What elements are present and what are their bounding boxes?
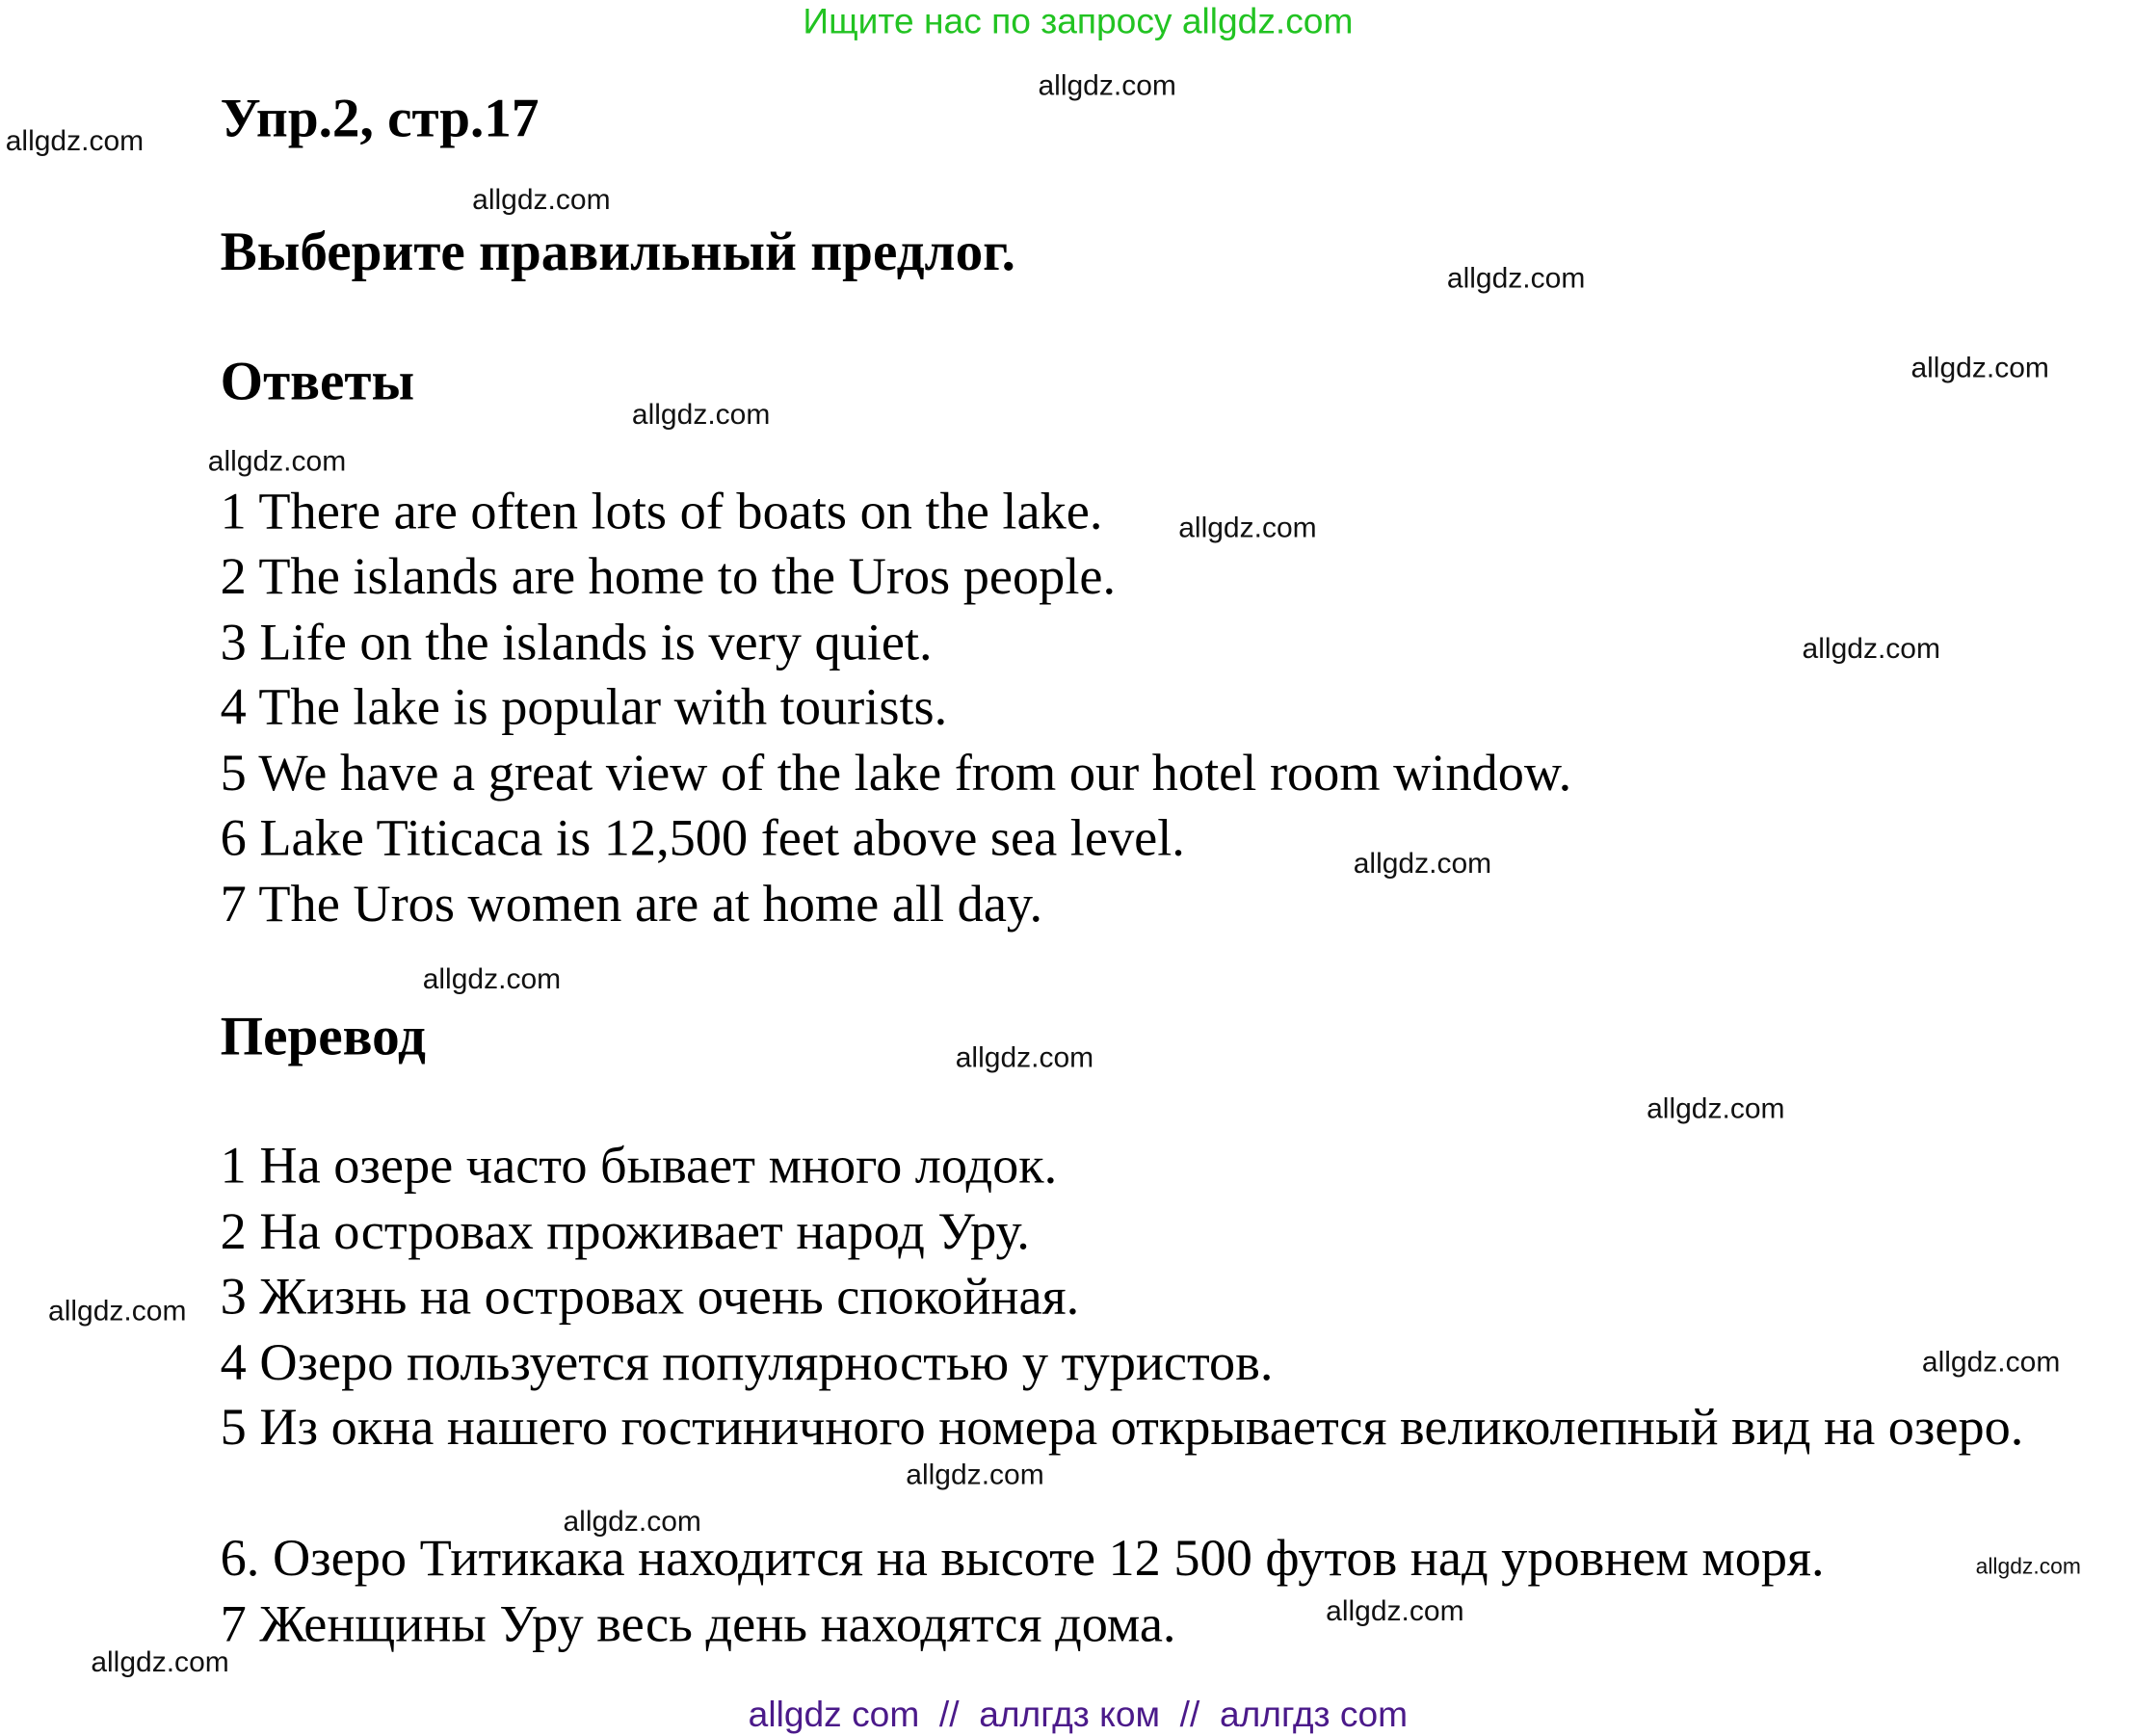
translation-line: 3 Жизнь на островах очень спокойная. <box>220 1268 1080 1327</box>
answer-line: 3 Life on the islands is very quiet. <box>220 614 933 672</box>
watermark: allgdz.com <box>1921 1346 2061 1379</box>
task-heading: Выберите правильный предлог. <box>220 220 1015 282</box>
watermark: allgdz.com <box>906 1459 1044 1491</box>
translation-line: 2 На островах проживает народ Уру. <box>220 1202 1030 1261</box>
translation-line: 4 Озеро пользуется популярностью у туристов. <box>220 1333 1274 1392</box>
footer-links: allgdz com // аллгдз ком // аллгдз com <box>748 1693 1409 1735</box>
translation-heading: Перевод <box>220 1005 426 1067</box>
watermark: allgdz.com <box>48 1295 187 1328</box>
answers-heading: Ответы <box>220 349 415 412</box>
watermark: allgdz.com <box>1647 1092 1785 1125</box>
watermark: allgdz.com <box>1802 633 1941 666</box>
answer-line: 1 There are often lots of boats on the lake. <box>220 483 1103 541</box>
watermark: allgdz.com <box>422 963 562 996</box>
watermark: allgdz.com <box>955 1041 1094 1074</box>
answer-line: 7 The Uros women are at home all day. <box>220 875 1043 934</box>
answer-line: 5 We have a great view of the lake from our hotel room window. <box>220 745 1572 803</box>
watermark: allgdz.com <box>1446 262 1586 295</box>
translation-line: 6. Озеро Титикака находится на высоте 12 500 футов над уровнем моря. <box>220 1529 1825 1588</box>
watermark: allgdz.com <box>1910 352 2049 384</box>
answer-line: 4 The lake is popular with tourists. <box>220 678 948 737</box>
translation-line: 7 Женщины Уру весь день находятся дома. <box>220 1595 1176 1654</box>
watermark: allgdz.com <box>1038 69 1176 102</box>
watermark: allgdz.com <box>563 1506 701 1539</box>
watermark: allgdz.com <box>1353 848 1492 881</box>
watermark: allgdz.com <box>1975 1555 2081 1580</box>
watermark: allgdz.com <box>1178 512 1317 544</box>
watermark: allgdz.com <box>5 125 145 157</box>
translation-line: 1 На озере часто бывает много лодок. <box>220 1137 1058 1196</box>
watermark: allgdz.com <box>91 1646 229 1678</box>
watermark: allgdz.com <box>631 399 771 432</box>
watermark: allgdz.com <box>207 445 347 478</box>
search-banner: Ищите нас по запросу allgdz.com <box>803 0 1354 41</box>
exercise-title: Упр.2, стр.17 <box>220 87 540 149</box>
answer-line: 6 Lake Titicaca is 12,500 feet above sea level. <box>220 809 1185 868</box>
answer-line: 2 The islands are home to the Uros people. <box>220 547 1117 606</box>
watermark: allgdz.com <box>1326 1595 1464 1628</box>
translation-line: 5 Из окна нашего гостиничного номера открывается великолепный вид на озеро. <box>220 1398 2024 1457</box>
watermark: allgdz.com <box>472 184 611 217</box>
